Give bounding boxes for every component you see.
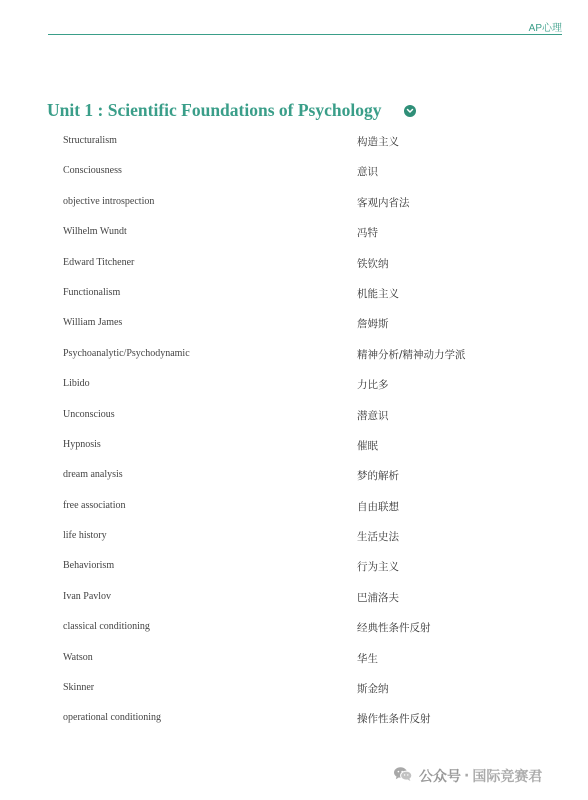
watermark-separator: ·: [464, 768, 470, 784]
term-english: Edward Titchener: [63, 256, 135, 268]
term-english: Structuralism: [63, 135, 117, 146]
term-chinese: 行为主义: [357, 561, 399, 574]
term-chinese: 生活史法: [357, 531, 399, 544]
term-chinese: 冯特: [357, 227, 378, 240]
term-english: Wilhelm Wundt: [63, 226, 127, 238]
term-chinese: 巴浦洛夫: [357, 591, 399, 604]
vocab-row: [0, 673, 588, 703]
term-chinese: 机能主义: [357, 287, 399, 300]
term-english: Behaviorism: [63, 560, 115, 572]
term-chinese: 操作性条件反射: [357, 713, 431, 726]
vocab-row: [0, 126, 588, 156]
term-english: Psychoanalytic/Psychodynamic: [63, 347, 190, 359]
term-chinese: 詹姆斯: [357, 318, 389, 331]
term-english: life history: [63, 530, 107, 542]
term-english: Watson: [63, 651, 93, 663]
vocab-row: [0, 369, 588, 399]
term-chinese: 梦的解析: [357, 470, 399, 483]
vocab-row: [0, 460, 588, 490]
term-chinese: 构造主义: [357, 136, 399, 148]
vocab-row: [0, 308, 588, 338]
term-english: Ivan Pavlov: [63, 590, 112, 602]
watermark: [393, 766, 542, 786]
term-chinese: 铁钦纳: [357, 257, 389, 270]
vocab-row: [0, 612, 588, 642]
term-chinese: 自由联想: [357, 500, 399, 513]
term-english: William James: [63, 317, 123, 329]
wechat-icon: [393, 766, 413, 786]
vocab-row: [0, 430, 588, 460]
term-english: classical conditioning: [63, 621, 150, 633]
term-chinese: 华生: [357, 652, 378, 665]
vocab-row: [0, 521, 588, 551]
term-english: objective introspection: [63, 195, 155, 207]
term-english: free association: [63, 499, 126, 511]
vocab-row: [0, 400, 588, 430]
unit-title: Unit 1 : Scientific Foundations of Psychology: [47, 100, 382, 120]
vocab-row: [0, 551, 588, 581]
term-english: Skinner: [63, 682, 95, 694]
unit-heading: [47, 100, 416, 121]
header-tag: AP心理: [528, 23, 562, 34]
term-english: Consciousness: [63, 165, 122, 177]
term-english: Hypnosis: [63, 438, 101, 450]
vocab-row: [0, 491, 588, 521]
vocab-row: [0, 582, 588, 612]
term-chinese: 斯金纳: [357, 683, 389, 696]
vocab-row: [0, 339, 588, 369]
header-divider: [48, 34, 562, 35]
vocab-row: [0, 643, 588, 673]
vocab-row: [0, 156, 588, 186]
term-english: dream analysis: [63, 469, 123, 481]
vocabulary-list: [0, 126, 588, 734]
term-chinese: 精神分析/精神动力学派: [357, 348, 466, 361]
vocab-row: [0, 248, 588, 278]
vocab-row: [0, 187, 588, 217]
watermark-account: 国际竞赛君: [472, 769, 543, 785]
term-english: Functionalism: [63, 286, 121, 298]
vocab-row: [0, 278, 588, 308]
watermark-platform: 公众号: [419, 769, 461, 785]
term-chinese: 客观内省法: [357, 196, 410, 209]
term-chinese: 经典性条件反射: [357, 622, 431, 635]
chevron-down-icon[interactable]: [404, 105, 416, 117]
vocab-row: [0, 703, 588, 733]
term-english: Libido: [63, 378, 90, 390]
term-english: operational conditioning: [63, 712, 162, 724]
term-chinese: 潜意识: [357, 409, 389, 422]
term-chinese: 意识: [357, 166, 378, 179]
vocab-row: [0, 217, 588, 247]
term-chinese: 催眠: [357, 439, 378, 452]
term-chinese: 力比多: [357, 379, 389, 392]
term-english: Unconscious: [63, 408, 115, 420]
